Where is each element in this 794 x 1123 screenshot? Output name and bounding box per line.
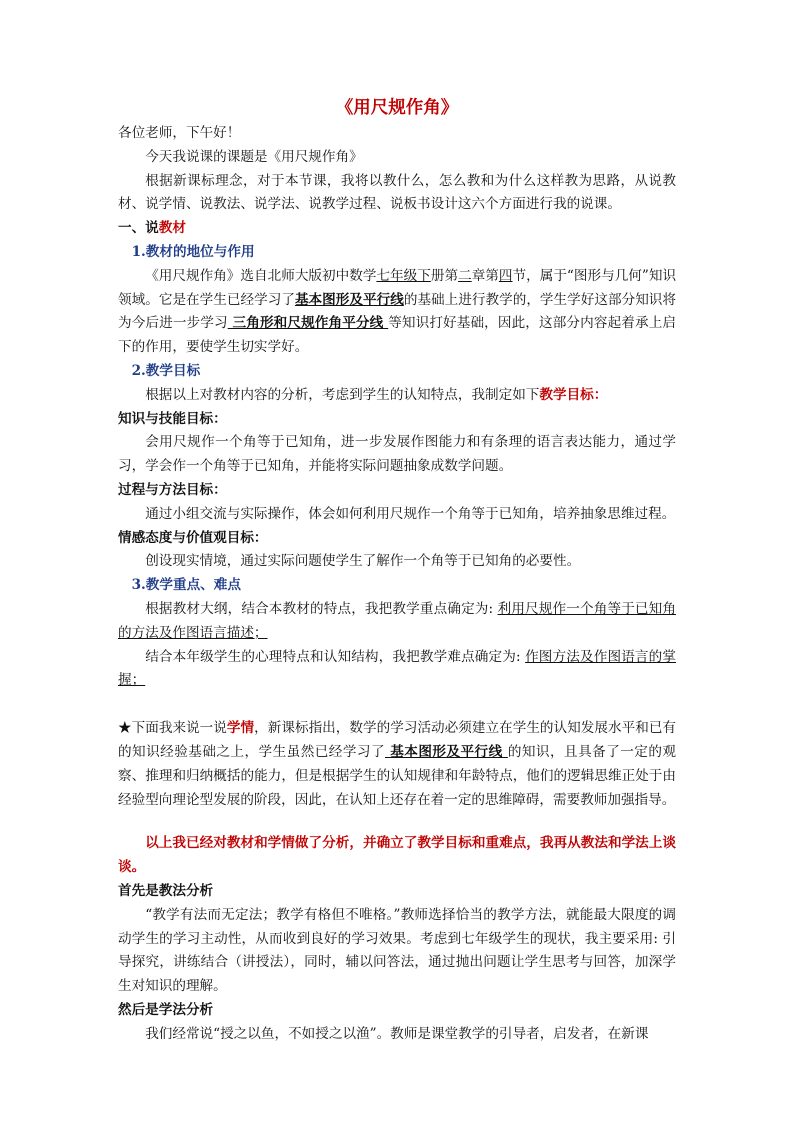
text-run: 的知识，且具备了一定的观察、推理和归纳概括的能力，但是根据学生的认知规律和年龄特点，他们的逻辑思维正处于由经验型向理论型发展的阶段，因此，在认知上还存在着一定的思维障碍，需要教师加强指导。	[118, 743, 677, 808]
spacer	[118, 812, 676, 832]
paragraph-key-point	[118, 598, 676, 646]
text-run: 《用尺规作角》选自北师大版初中数学	[145, 267, 377, 284]
underlined-prior-knowledge-2: 基本图形及平行线	[385, 743, 508, 760]
underlined-prior-knowledge: 基本图形及平行线	[294, 291, 404, 308]
text-run: 节，属于“图形与几何”知识领域。它是在学生已经学习了	[118, 267, 677, 308]
text-run: 结合本年级学生的心理特点和认知结构，我把教学难点确定为:	[145, 648, 526, 665]
paragraph-learning-method: 我们经常说“授之以鱼，不如授之以渔”。教师是课堂教学的引导者，启发者，在新课	[145, 1025, 649, 1042]
intro-outline: 根据新课标理念，对于本节课，我将以教什么，怎么教和为什么这样教为思路，从说教材、说学情、说教法、说学法、说教学过程、说板书设计这六个方面进行我的说课。	[118, 172, 676, 213]
highlight-learner: 学情	[226, 720, 255, 737]
text-run: 章第	[471, 267, 499, 284]
underlined-volume: 下	[417, 267, 431, 284]
subheading-objectives: 2.教学目标	[131, 362, 201, 379]
goal-text-knowledge: 会用尺规作一个角等于已知角，进一步发展作图能力和有条理的语言表达能力，通过学习，学会作一个角等于已知角，并能将实际问题抽象成数学问题。	[118, 434, 676, 475]
document-title: 《用尺规作角》	[335, 98, 459, 118]
section-heading-prefix: 一、说	[118, 220, 159, 237]
underlined-grade: 七年级	[376, 267, 418, 284]
text-run: 的基础上进行教学的，学生学好这部分知识将为今后进一步学习	[118, 291, 677, 332]
text-run: ，新课标指出，数学的学习活动必须建立在学生的认知发展水平和已有的知识经验基础之上，学生虽然已经学习了	[118, 720, 677, 760]
text-run: 等知识打好基础，因此，这部分内容起着承上启下的作用，要使学生切实学好。	[118, 315, 677, 356]
text-run: 根据教材大纲，结合本教材的特点，我把教学重点确定为:	[145, 600, 498, 617]
text-run: ★下面我来说一说	[118, 720, 227, 737]
section-heading-textbook	[118, 217, 676, 241]
spacer	[118, 693, 676, 717]
goal-text-attitude: 创设现实情境，通过实际问题使学生了解作一个角等于已知角的必要性。	[145, 553, 581, 570]
section-heading-highlight: 教材	[158, 220, 186, 237]
highlight-objectives: 教学目标：	[539, 386, 608, 403]
heading-learning-method: 然后是学法分析	[118, 1001, 214, 1018]
underlined-chapter: 二	[458, 267, 472, 284]
underlined-next-knowledge: 三角形和尺规作角平分线	[227, 315, 389, 332]
paragraph-difficulty	[118, 646, 676, 694]
subheading-position: 1.教材的地位与作用	[131, 243, 255, 260]
text-run: 册第	[430, 267, 459, 284]
transition-paragraph: 以上我已经对教材和学情做了分析，并确立了教学目标和重难点，我再从教法和学法上谈谈。	[118, 835, 676, 876]
underlined-difficulty: 作图方法及作图语言的掌握；	[118, 648, 676, 689]
paragraph-position	[118, 265, 676, 360]
heading-teaching-method: 首先是教法分析	[118, 882, 214, 899]
intro-topic: 今天我说课的课题是《用尺规作角》	[145, 148, 363, 165]
paragraph-objectives-intro	[118, 384, 676, 408]
greeting: 各位老师，下午好！	[118, 125, 241, 141]
underlined-section: 四	[498, 267, 513, 284]
paragraph-learner-analysis	[118, 717, 676, 812]
underlined-key-point: 利用尺规作一个角等于已知角的方法及作图语言描述；	[118, 600, 676, 641]
goal-heading-attitude: 情感态度与价值观目标：	[118, 529, 268, 546]
goal-heading-knowledge: 知识与技能目标：	[118, 410, 227, 427]
goal-text-process: 通过小组交流与实际操作，体会如何利用尺规作一个角等于已知角，培养抽象思维过程。	[145, 505, 676, 522]
paragraph-teaching-method: “教学有法而无定法；教学有格但不唯格。”教师选择恰当的教学方法，就能最大限度的调动学生的学习主动性，从而收到良好的学习效果。考虑到七年级学生的现状，我主要采用: 引导探究，讲练结合（讲授法），同时，辅以问答法，通过抛出问题让学生思考与回答，加深学生对知识的理解。	[118, 906, 676, 995]
goal-heading-process: 过程与方法目标：	[118, 481, 227, 498]
subheading-key-points: 3.教学重点、难点	[131, 577, 241, 594]
text-run: 根据以上对教材内容的分析，考虑到学生的认知特点，我制定如下	[145, 386, 540, 403]
